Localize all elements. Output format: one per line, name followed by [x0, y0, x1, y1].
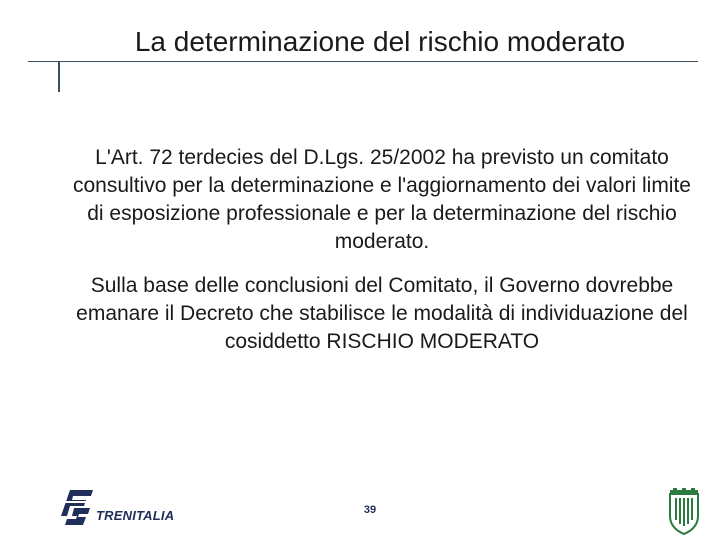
paragraph-2: Sulla base delle conclusioni del Comitato, il Governo dovrebbe emanare il Decreto che stabilisce le modalità di individuazione del cosiddetto RISCHIO MODERATO	[76, 274, 688, 353]
title-underline	[28, 61, 698, 62]
trenitalia-fs-logo-icon	[60, 488, 94, 526]
page-number: 39	[363, 504, 377, 516]
slide-title: La determinazione del rischio moderato	[134, 26, 626, 57]
title-accent-tick	[58, 62, 60, 92]
shield-crest-icon	[666, 488, 702, 538]
trenitalia-logo-text: TRENITALIA	[96, 508, 175, 523]
trenitalia-logo	[60, 488, 185, 528]
paragraph-1: L'Art. 72 terdecies del D.Lgs. 25/2002 ha previsto un comitato consultivo per la determinazione e l'aggiornamento dei valori limite di esposizione professionale e per la determinazione del rischio moderato.	[72, 146, 691, 253]
